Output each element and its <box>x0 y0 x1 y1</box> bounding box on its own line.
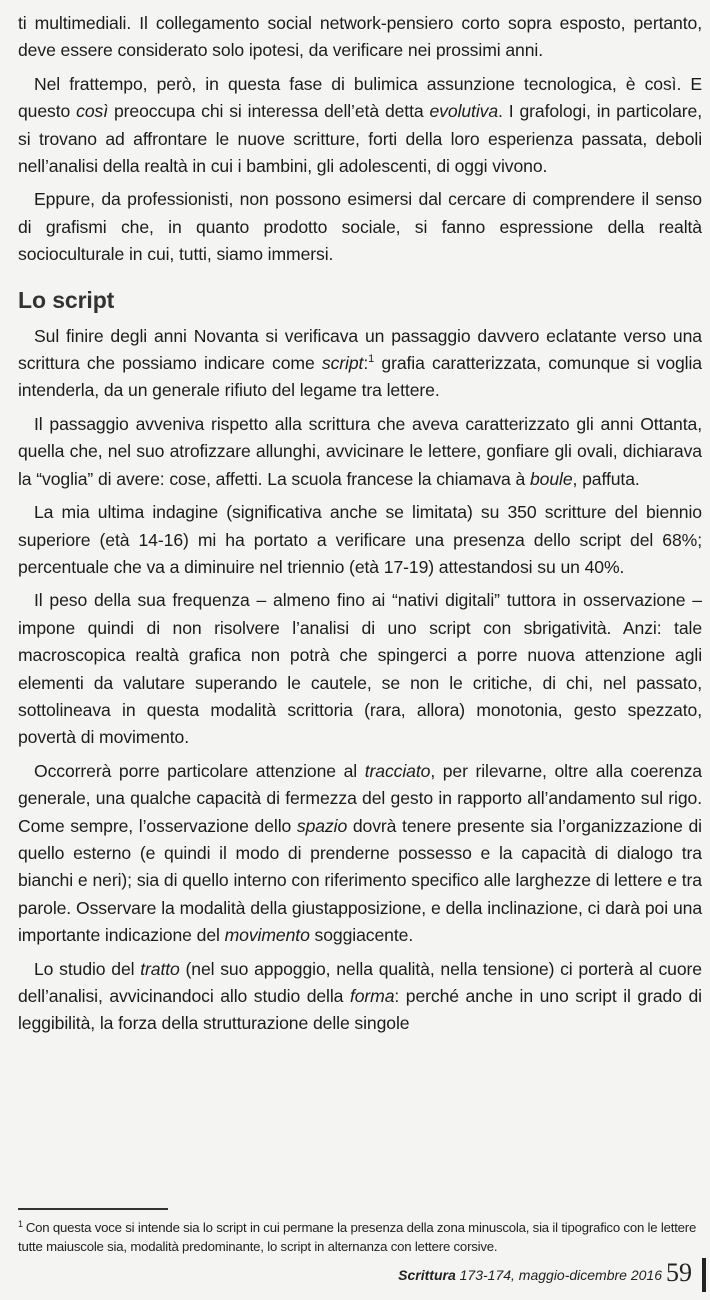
journal-title: Scrittura <box>398 1267 456 1283</box>
paragraph-2: Nel frattempo, però, in questa fase di bulimica assunzione tecnologica, è così. E questo così preoccupa chi si interessa dell’età detta evolutiva. I grafologi, in particolare, si trovano ad affrontare le nuove scritture, forti della loro esperienza passata, deboli nell’analisi della realtà in cui i bambini, gli adolescenti, di oggi vivono. <box>18 73 702 177</box>
running-footer <box>398 1260 662 1290</box>
paragraph-6: La mia ultima indagine (significativa anche se limitata) su 350 scritture del biennio superiore (età 14-16) mi ha portato a verificare una presenza dello script del 68%; percentuale che va a diminuire nel triennio (età 17-19) attestandosi su un 40%. <box>18 502 702 577</box>
paragraph-7: Il peso della sua frequenza – almeno fino ai “nativi digitali” tuttora in osservazione – impone quindi di non risolvere l’analisi di uno script con sbrigatività. Anzi: tale macroscopica realtà grafica non potrà che spingerci a porre nuova attenzione agli elementi da valutare superando le cautele, se non le critiche, di chi, nel passato, sottolineava in questa modalità scrittoria (rara, allora) monotonia, gesto spezzato, povertà di movimento. <box>18 590 702 748</box>
page-number: 59 <box>666 1258 692 1287</box>
body-text <box>18 10 702 1044</box>
paragraph-1: ti multimediali. Il collegamento social network-pensiero corto sopra esposto, pertanto, deve essere considerato solo ipotesi, da verificare nei prossimi anni. <box>18 13 702 61</box>
paragraph-3: Eppure, da professionisti, non possono esimersi dal cercare di comprendere il senso di grafismi che, in quanto prodotto sociale, si fanno espressione della realtà socioculturale in cui, tutti, siamo immersi. <box>18 189 702 265</box>
footnote-text: Con questa voce si intende sia lo script in cui permane la presenza della zona minuscola, sia il tipografico con le lettere tutte maiuscole sia, modalità predominante, lo script in alternanza con lettere corsive. <box>18 1220 697 1254</box>
paragraph-4: Sul finire degli anni Novanta si verificava un passaggio davvero eclatante verso una scrittura che possiamo indicare come script:$^1$ grafia caratterizzata, comunque si voglia intenderla, da un generale rifiuto del legame tra lettere. <box>18 325 702 401</box>
paragraph-9: Lo studio del tratto (nel suo appoggio, nella qualità, nella tensione) ci porterà al cuore dell’analisi, avvicinandoci allo studio della forma: perché anche in uno script il grado di leggibilità, la forza della strutturazione delle singole <box>18 958 702 1034</box>
footnote-number: 1 <box>18 1218 23 1229</box>
footnote <box>18 1218 702 1256</box>
footnote-reference: 1 <box>368 353 375 366</box>
page-edge-bar <box>702 1258 706 1292</box>
section-heading: Lo script <box>18 286 115 313</box>
paragraph-5: Il passaggio avveniva rispetto alla scrittura che aveva caratterizzato gli anni Ottanta, quella che, nel suo atrofizzare allunghi, avvicinare le lettere, gonfiare gli ovali, dichiarava la “voglia” di avere: cose, affetti. La scuola francese la chiamava à boule, paffuta. <box>18 413 702 489</box>
footnote-divider <box>18 1208 168 1210</box>
paragraph-8: Occorrerà porre particolare attenzione al tracciato, per rilevarne, oltre alla coerenza generale, una qualche capacità di fermezza del gesto in rapporto all’andamento sul rigo. Come sempre, l’osservazione dello spazio dovrà tenere presente sia l’organizzazione di quello esterno (e quindi il modo di prenderne possesso e la capacità di dialogo tra bianchi e neri); sia di quello interno con riferimento specifico alle larghezze di lettere e tra parole. Osservare la modalità della giustapposizione, e della inclinazione, ci darà poi una importante indicazione del movimento soggiacente. <box>18 760 702 946</box>
issue-info: 173-174, maggio-dicembre 2016 <box>455 1267 662 1283</box>
